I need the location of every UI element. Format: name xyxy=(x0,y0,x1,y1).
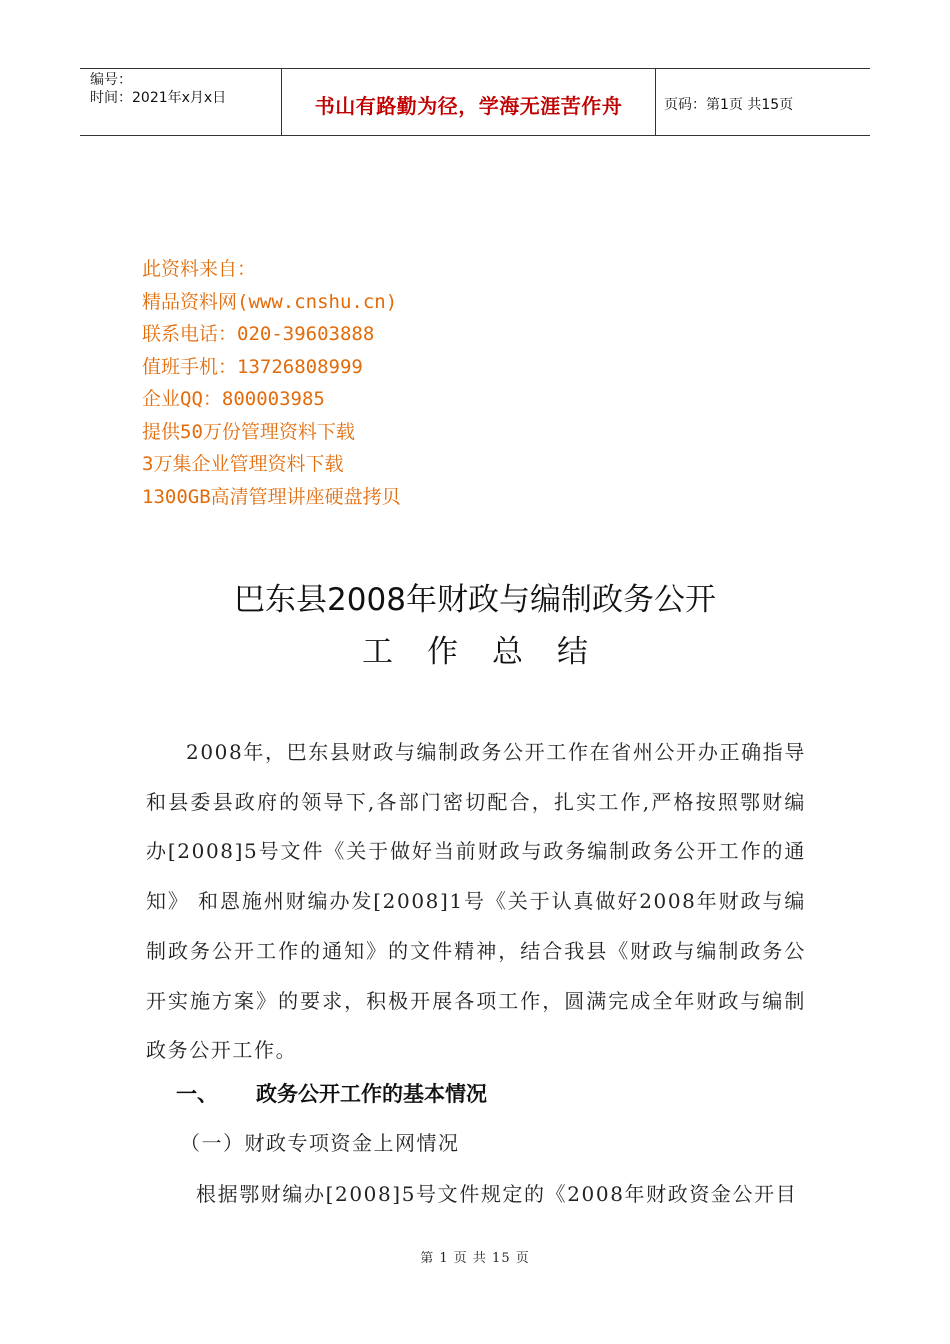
section-heading xyxy=(176,1078,487,1108)
section-title: 政务公开工作的基本情况 xyxy=(256,1082,487,1106)
document-subtitle: 工作总结 xyxy=(362,634,622,670)
promo-line: 值班手机：13726808999 xyxy=(142,355,363,378)
promo-line: 3万集企业管理资料下载 xyxy=(142,453,344,475)
promo-line: 1300GB高清管理讲座硬盘拷贝 xyxy=(142,485,401,508)
body-paragraph: 根据鄂财编办[2008]5号文件规定的《2008年财政资金公开目 xyxy=(196,1182,798,1206)
promo-line: 此资料来自： xyxy=(142,258,257,280)
promo-line: 提供50万份管理资料下载 xyxy=(142,420,355,443)
header-page-info: 页码：第1页 共15页 xyxy=(664,97,794,113)
header-meta-cell xyxy=(80,69,282,135)
document-code-label: 编号： xyxy=(90,72,132,88)
subsection-heading: （一）财政专项资金上网情况 xyxy=(180,1131,460,1155)
header-motto: 书山有路勤为径，学海无涯苦作舟 xyxy=(282,69,656,135)
promo-block xyxy=(142,253,401,513)
promo-line: 企业QQ：800003985 xyxy=(142,388,325,410)
document-header xyxy=(80,68,870,136)
section-number: 一、 xyxy=(176,1082,218,1106)
intro-paragraph: 2008年，巴东县财政与编制政务公开工作在省州公开办正确指导和县委县政府的领导下,各部门密切配合，扎实工作,严格按照鄂财编办[2008]5号文件《关于做好当前财政与政务编制政务公开工作的通知》 和恩施州财编办发[2008]1号《关于认真做好2008年财政与编制政务公开工作的通知》的文件精神，结合我县《财政与编制政务公开实施方案》的要求，积极开展各项工作，圆满完成全年财政与编制政务公开工作。 xyxy=(146,740,806,1063)
document-title: 巴东县2008年财政与编制政务公开 xyxy=(234,582,716,618)
promo-line: 精品资料网(www.cnshu.cn) xyxy=(142,290,398,313)
document-time-label: 时间：2021年x月x日 xyxy=(90,90,227,106)
page-footer: 第 1 页 共 15 页 xyxy=(420,1251,530,1266)
promo-line: 联系电话：020-39603888 xyxy=(142,323,375,345)
